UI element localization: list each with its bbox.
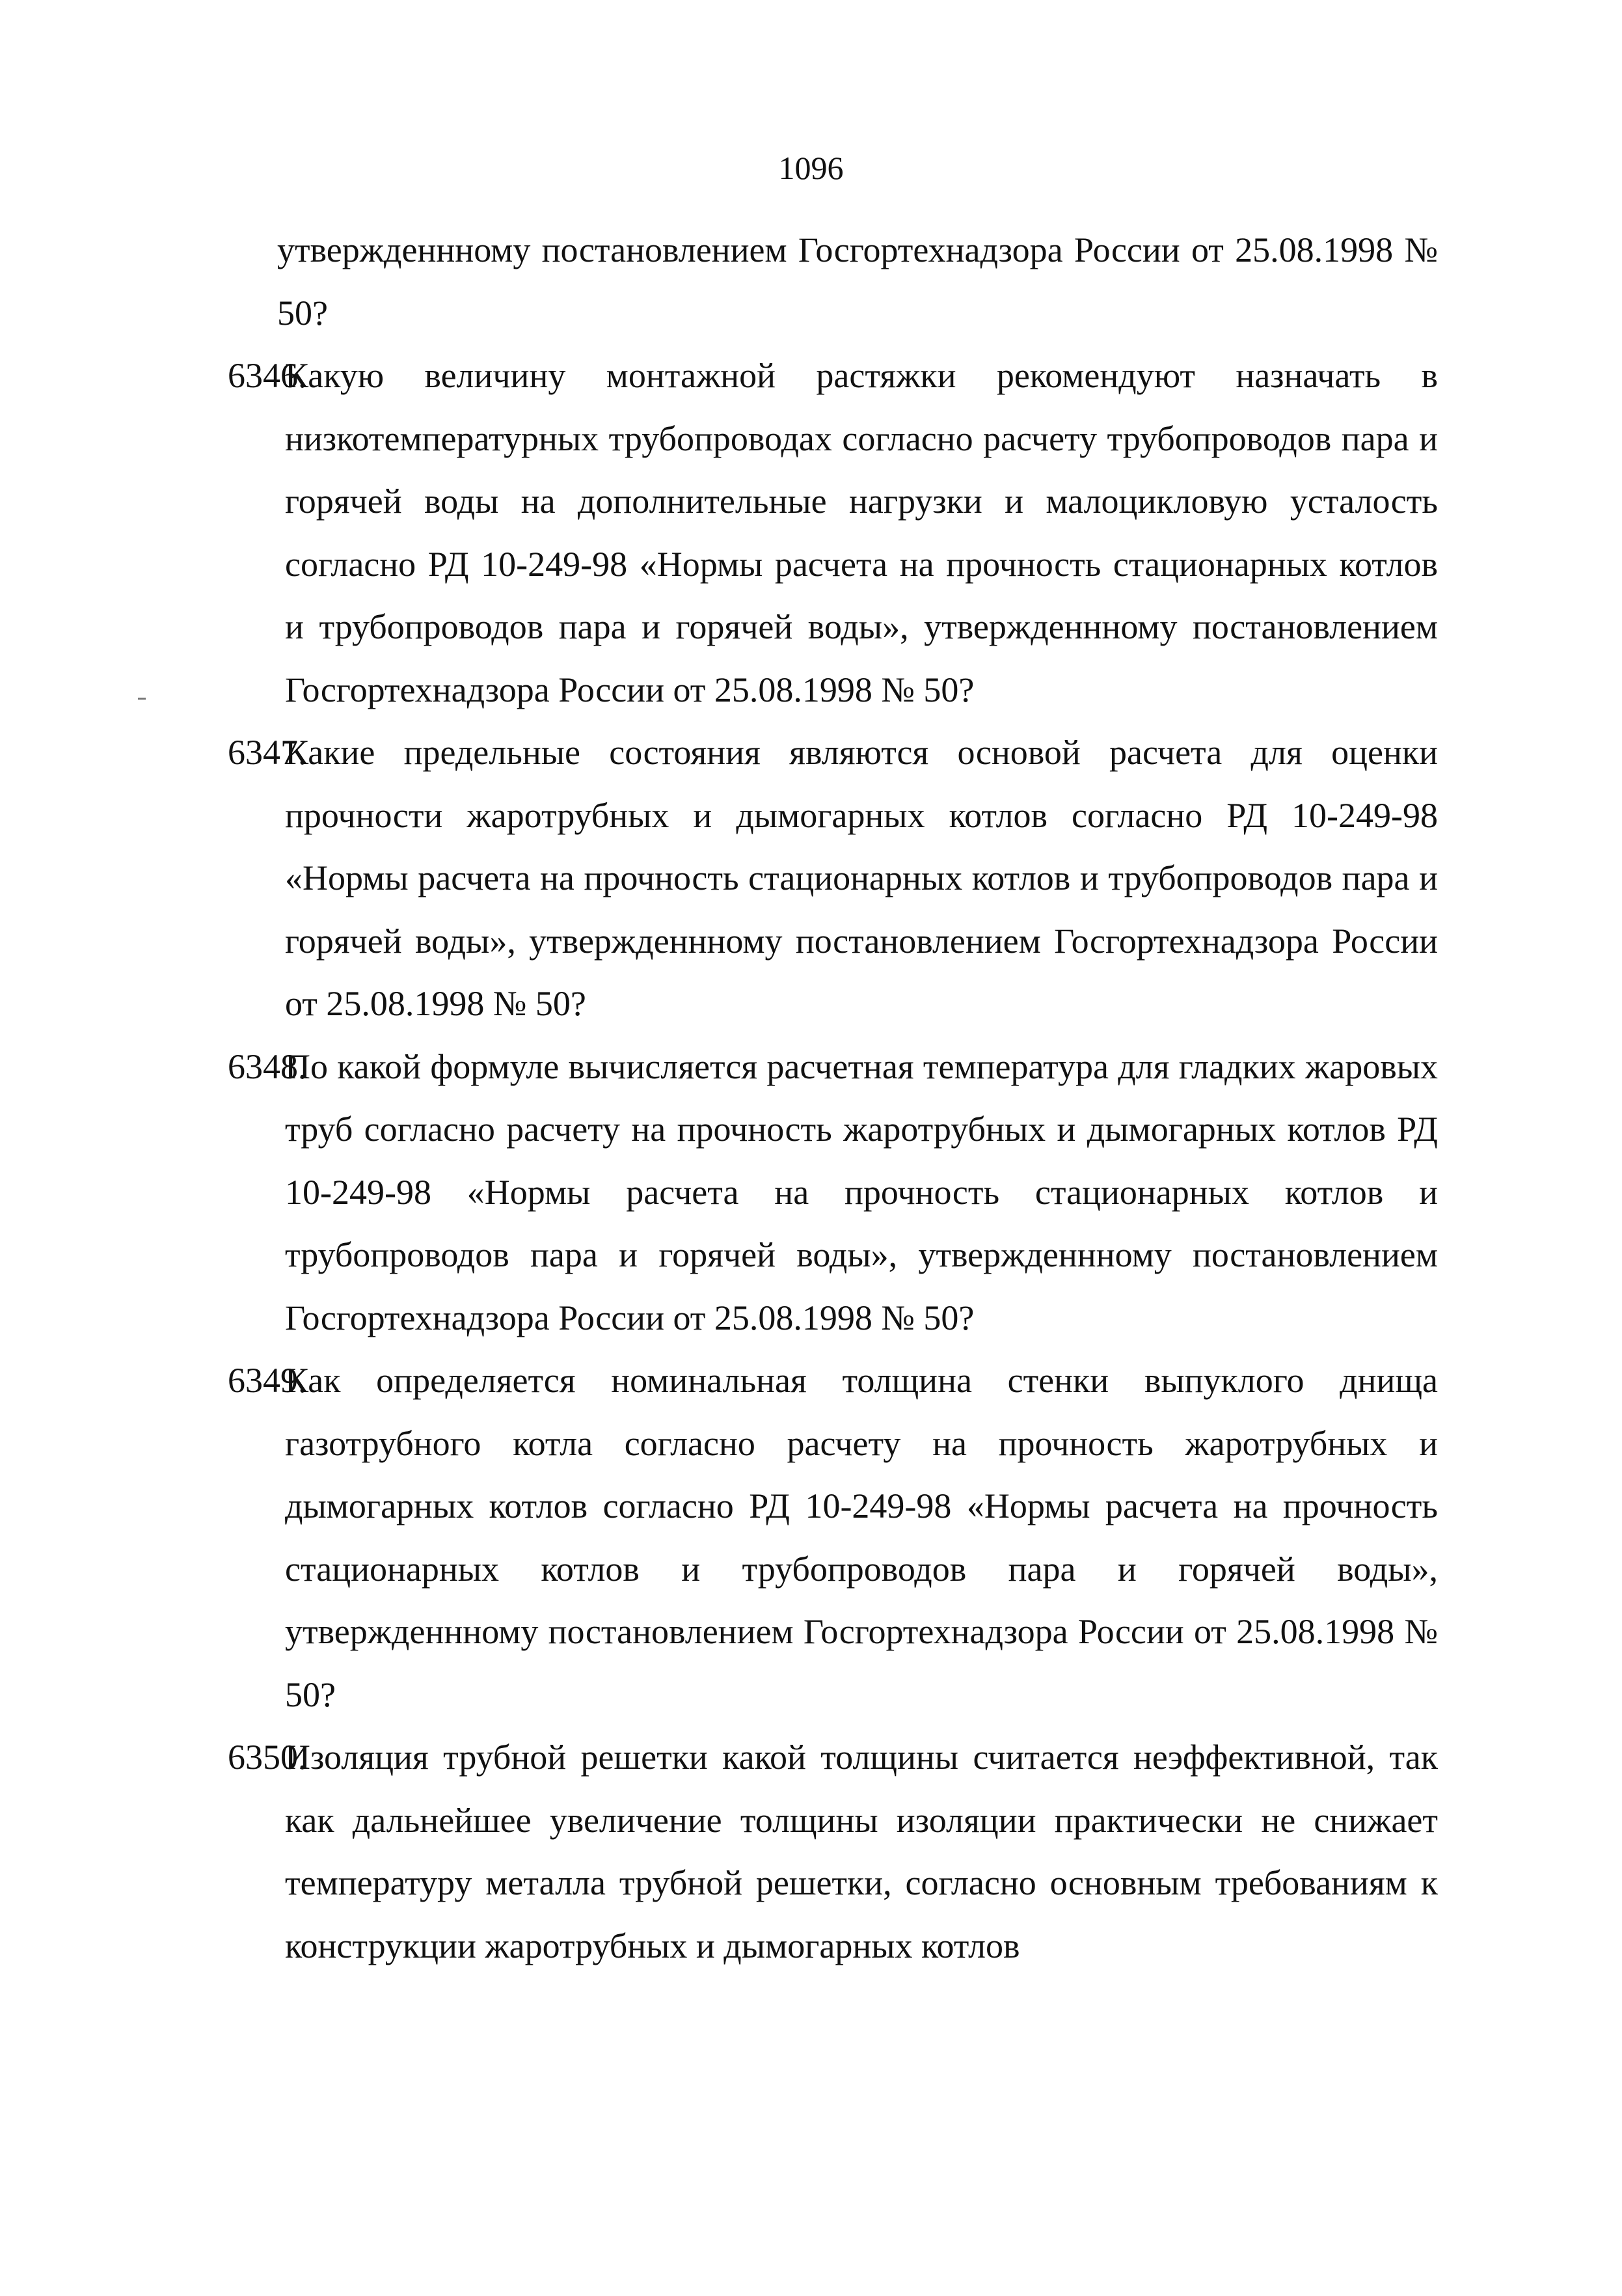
question-number: 6349. (228, 1361, 307, 1400)
question-text: По какой формуле вычисляется расчетная температура для гладких жаровых труб согласно расчету на прочность жаротрубных и дымогарных котлов РД 10-249-98 «Нормы расчета на прочность стационарных котлов и трубопроводов пара и горячей воды», утвержденнному постановлением Госгортехнадзора России от 25.08.1998 № 50? (285, 1046, 1438, 1337)
question-text: Какую величину монтажной растяжки рекомендуют назначать в низкотемпературных трубопроводах согласно расчету трубопроводов пара и горячей воды на дополнительные нагрузки и малоцикловую усталость согласно РД 10-249-98 «Нормы расчета на прочность стационарных котлов и трубопроводов пара и горячей воды», утвержденнному постановлением Госгортехнадзора России от 25.08.1998 № 50? (285, 356, 1438, 709)
document-body (228, 219, 1438, 1977)
question-number: 6348. (228, 1046, 307, 1086)
page-number: 1096 (778, 150, 844, 186)
question-number: 6346. (228, 356, 307, 395)
question-text: Как определяется номинальная толщина стенки выпуклого днища газотрубного котла согласно расчету на прочность жаротрубных и дымогарных котлов согласно РД 10-249-98 «Нормы расчета на прочность стационарных котлов и трубопроводов пара и горячей воды», утвержденнному постановлением Госгортехнадзора России от 25.08.1998 № 50? (285, 1361, 1438, 1714)
continued-question-fragment: утвержденнному постановлением Госгортехнадзора России от 25.08.1998 № 50? (277, 230, 1438, 333)
scan-mark (138, 698, 146, 700)
question-6349 (228, 1349, 1438, 1726)
question-text: Какие предельные состояния являются основой расчета для оценки прочности жаротрубных и дымогарных котлов согласно РД 10-249-98 «Нормы расчета на прочность стационарных котлов и трубопроводов пара и горячей воды», утвержденнному постановлением Госгортехнадзора России от 25.08.1998 № 50? (285, 733, 1438, 1023)
question-number: 6350. (228, 1738, 307, 1777)
question-6350 (228, 1726, 1438, 1977)
question-number: 6347. (228, 733, 307, 772)
question-6347 (228, 721, 1438, 1035)
question-6348 (228, 1035, 1438, 1350)
question-text: Изоляция трубной решетки какой толщины считается неэффективной, так как дальнейшее увеличение толщины изоляции практически не снижает температуру металла трубной решетки, согласно основным требованиям к конструкции жаротрубных и дымогарных котлов (285, 1738, 1438, 1965)
question-6346 (228, 344, 1438, 721)
